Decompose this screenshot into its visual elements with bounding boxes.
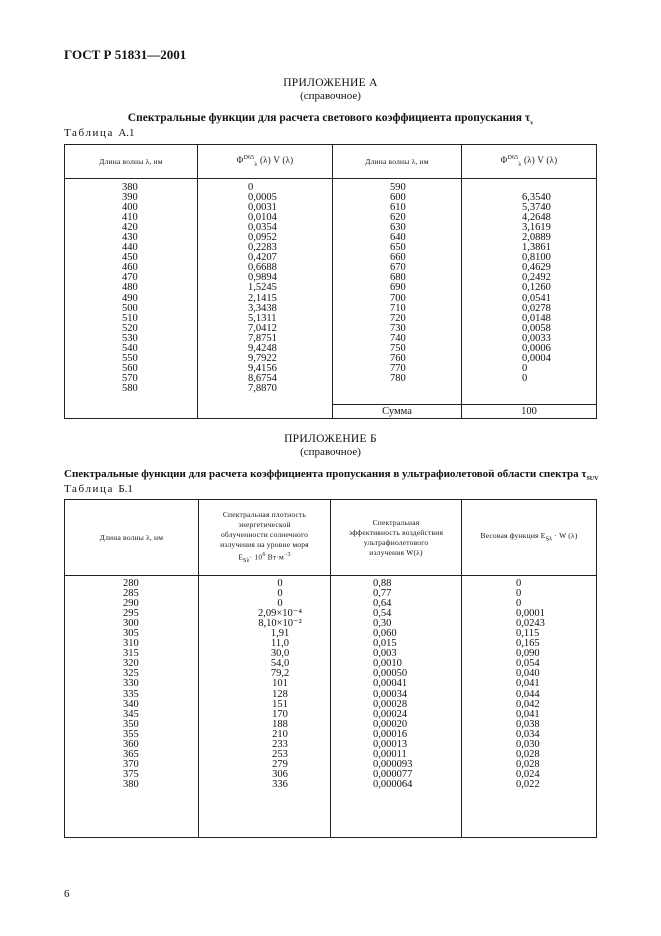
table-cell-wavelength: 375 (123, 768, 139, 780)
table-cell-irradiance: 253 (272, 748, 288, 760)
table-cell-value: 4,2648 (522, 212, 551, 224)
weight-sub: Sλ (545, 536, 553, 543)
table-cell-value: 1,3861 (522, 242, 551, 254)
table-cell-wavelength: 710 (390, 302, 406, 314)
table-cell-wavelength: 580 (122, 382, 138, 394)
irr-ten: · 10 (249, 552, 263, 561)
table-cell-efficiency: 0,060 (373, 628, 397, 640)
table-cell-wavelength: 720 (390, 312, 406, 324)
col-phi-left (198, 145, 333, 179)
table-cell-value: 0,0148 (522, 312, 551, 324)
table-cell-wavelength: 310 (123, 638, 139, 650)
col-efficiency (331, 500, 462, 576)
col-wavelength-right: Длина волны λ, нм (333, 145, 462, 179)
table-cell-value: 0,6688 (248, 262, 277, 274)
table-cell-value: 0,0952 (248, 232, 277, 244)
appendix-b-heading (64, 468, 598, 482)
table-cell-weight: 0 (516, 588, 522, 600)
irr-unit-sup: −3 (283, 551, 291, 558)
table-cell-wavelength: 530 (122, 332, 138, 344)
table-cell-value: 7,0412 (248, 322, 277, 334)
table-cell-value: 0,2492 (522, 272, 551, 284)
table-cell-weight: 0,165 (516, 638, 540, 650)
appendix-a-heading (0, 112, 661, 126)
table-cell-weight: 0,022 (516, 778, 540, 790)
table-cell-weight: 0,041 (516, 708, 540, 720)
table-cell-wavelength: 440 (122, 242, 138, 254)
col-weight (462, 500, 597, 576)
table-cell-wavelength: 600 (390, 192, 406, 204)
weight-a: Весовая функция E (480, 530, 546, 540)
table-cell-wavelength: 410 (122, 212, 138, 224)
table-cell-value: 0,0005 (248, 192, 277, 204)
phi-sub: λ (254, 161, 258, 168)
b1-weight (462, 576, 597, 838)
b1-irradiance (199, 576, 331, 838)
table-cell-wavelength: 480 (122, 282, 138, 294)
table-cell-wavelength: 510 (122, 312, 138, 324)
table-cell-value: 9,4156 (248, 362, 277, 374)
irr-line-4: излучения на уровне моря (220, 539, 309, 549)
table-cell-irradiance: 54,0 (270, 658, 290, 670)
caption-word: Таблица (64, 127, 114, 139)
table-cell-weight: 0 (516, 598, 522, 610)
table-cell-wavelength: 430 (122, 232, 138, 244)
irr-line-5 (199, 550, 330, 566)
table-cell-wavelength: 350 (123, 718, 139, 730)
table-cell-efficiency: 0,003 (373, 648, 397, 660)
table-cell-wavelength: 370 (123, 758, 139, 770)
heading-text: Спектральные функции для расчета коэффициента пропускания в ультрафиолетовой области спектра τ (64, 468, 587, 480)
table-cell-value: 0,0058 (522, 322, 551, 334)
table-cell-irradiance: 2,09×10⁻⁴ (258, 608, 302, 620)
table-cell-wavelength: 340 (123, 698, 139, 710)
table-cell-efficiency: 0,00024 (373, 708, 408, 720)
irr-ten-sup: 6 (262, 551, 266, 558)
table-cell-wavelength: 335 (123, 688, 139, 700)
table-cell-wavelength: 740 (390, 332, 406, 344)
table-cell-value: 7,8751 (248, 332, 277, 344)
irr-e: E (238, 552, 244, 561)
table-cell-wavelength: 500 (122, 302, 138, 314)
table-cell-irradiance: 128 (272, 688, 288, 700)
table-cell-value: 6,3540 (522, 192, 551, 204)
col-irradiance (199, 500, 331, 576)
irr-line-2: энергетической (238, 519, 291, 529)
caption-word: Таблица (64, 483, 114, 495)
table-cell-wavelength: 300 (123, 618, 139, 630)
table-cell-wavelength: 355 (123, 728, 139, 740)
table-b1-caption (64, 483, 133, 495)
table-cell-value: 0,0278 (522, 302, 551, 314)
table-cell-wavelength: 630 (390, 222, 406, 234)
table-a1-caption (64, 127, 135, 139)
table-cell-efficiency: 0,00050 (373, 668, 408, 680)
table-cell-efficiency: 0,000064 (373, 778, 413, 790)
table-cell-wavelength: 700 (390, 292, 406, 304)
table-cell-wavelength: 650 (390, 242, 406, 254)
phi-rest: (λ) V (λ) (257, 155, 294, 166)
table-cell-value: 0 (522, 372, 528, 384)
col-phi-right (462, 145, 597, 179)
table-cell-efficiency: 0,00011 (373, 748, 407, 760)
table-cell-weight: 0,028 (516, 748, 540, 760)
table-cell-value: 0,0004 (522, 352, 551, 364)
table-cell-wavelength: 380 (122, 182, 138, 193)
table-cell-wavelength: 760 (390, 352, 406, 364)
caption-number: А.1 (118, 127, 135, 139)
table-cell-irradiance: 188 (272, 718, 288, 730)
table-cell-wavelength: 320 (123, 658, 139, 670)
phi-symbol: Φ (236, 155, 244, 166)
appendix-a-subtitle: (справочное) (300, 90, 361, 102)
document-code: ГОСТ Р 51831—2001 (64, 47, 187, 62)
table-cell-irradiance: 0 (277, 588, 283, 600)
table-cell-wavelength: 390 (122, 192, 138, 204)
table-cell-wavelength: 450 (122, 252, 138, 264)
table-cell-irradiance: 336 (272, 778, 288, 790)
table-cell-wavelength: 670 (390, 262, 406, 274)
appendix-a-title: ПРИЛОЖЕНИЕ А (283, 77, 378, 89)
eff-line-1: Спектральная (372, 517, 420, 527)
table-cell-wavelength: 770 (390, 362, 406, 374)
table-cell-value: 5,1311 (248, 312, 277, 324)
table-cell-value: 0,4207 (248, 252, 277, 264)
table-cell-weight: 0,024 (516, 768, 540, 780)
table-cell-irradiance: 210 (272, 728, 288, 740)
table-cell-value: 0,0354 (248, 222, 277, 234)
table-cell-value: 2,0889 (522, 232, 551, 244)
appendix-b-title: ПРИЛОЖЕНИЕ Б (284, 433, 377, 445)
table-cell-wavelength: 550 (122, 352, 138, 364)
table-cell-wavelength: 750 (390, 342, 406, 354)
table-cell-wavelength: 380 (123, 778, 139, 790)
table-cell-wavelength: 640 (390, 232, 406, 244)
phi-sub: λ (518, 161, 522, 168)
table-b1 (64, 499, 597, 838)
heading-subscript: SUV (586, 476, 599, 483)
table-cell-value: 0,2283 (248, 242, 277, 254)
table-cell-irradiance: 1,91 (270, 628, 290, 640)
table-cell-weight: 0,115 (516, 628, 540, 640)
table-cell-efficiency: 0,00013 (373, 738, 408, 750)
table-cell-weight: 0,028 (516, 758, 540, 770)
table-cell-wavelength: 360 (123, 738, 139, 750)
table-cell-value: 7,8870 (248, 382, 277, 394)
appendix-b-subtitle: (справочное) (300, 446, 361, 458)
phi-sup: D65 (243, 155, 255, 162)
table-cell-weight: 0,034 (516, 728, 540, 740)
table-cell-wavelength: 520 (122, 322, 138, 334)
table-cell-efficiency: 0,88 (373, 578, 392, 589)
table-cell-irradiance: 170 (272, 708, 288, 720)
table-cell-value: 0,8100 (522, 252, 551, 264)
table-cell-efficiency: 0,00020 (373, 718, 408, 730)
table-cell-irradiance: 79,2 (270, 668, 290, 680)
table-cell-weight: 0,090 (516, 648, 540, 660)
weight-b: · W (λ) (552, 530, 578, 540)
table-cell-weight: 0,038 (516, 718, 540, 730)
sum-value: 100 (521, 406, 537, 417)
table-cell-value: 0,4629 (522, 262, 551, 274)
table-cell-efficiency: 0,54 (373, 608, 392, 620)
table-cell-wavelength: 280 (123, 578, 139, 589)
table-cell-efficiency: 0,00028 (373, 698, 408, 710)
table-cell-weight: 0,044 (516, 688, 540, 700)
table-cell-irradiance: 8,10×10⁻² (258, 618, 302, 630)
table-cell-wavelength: 690 (390, 282, 406, 294)
caption-number: Б.1 (118, 483, 133, 495)
irr-unit: Вт·м (265, 552, 284, 561)
table-cell-wavelength: 570 (122, 372, 138, 384)
table-cell-weight: 0,041 (516, 678, 540, 690)
table-cell-value: 9,4248 (248, 342, 277, 354)
table-cell-value: 0 (522, 362, 528, 374)
table-cell-wavelength: 295 (123, 608, 139, 620)
a1-left-values (198, 179, 333, 419)
table-cell-value: 2,1415 (248, 292, 277, 304)
table-cell-value: 9,7922 (248, 352, 277, 364)
table-cell-wavelength: 660 (390, 252, 406, 264)
eff-line-3: ультрафиолетового (363, 537, 429, 547)
table-cell-irradiance: 279 (272, 758, 288, 770)
a1-right-wavelengths (333, 179, 462, 405)
heading-subscript: v (530, 120, 534, 127)
table-cell-weight: 0,042 (516, 698, 540, 710)
table-cell-value: 0,0006 (522, 342, 551, 354)
phi-sup: D65 (507, 155, 519, 162)
table-cell-efficiency: 0,30 (373, 618, 392, 630)
table-cell-efficiency: 0,64 (373, 598, 392, 610)
table-cell-irradiance: 151 (272, 698, 288, 710)
table-cell-wavelength: 325 (123, 668, 139, 680)
b1-efficiency (331, 576, 462, 838)
table-cell-efficiency: 0,00016 (373, 728, 408, 740)
irr-line-3: облученности солнечного (220, 529, 309, 539)
table-cell-value: 3,3438 (248, 302, 277, 314)
table-cell-wavelength: 290 (123, 598, 139, 610)
table-cell-irradiance: 306 (272, 768, 288, 780)
table-cell-value: 0,0104 (248, 212, 277, 224)
irr-line-1: Спектральная плотность (222, 509, 307, 519)
table-a1 (64, 144, 597, 419)
table-cell-wavelength: 730 (390, 322, 406, 334)
table-cell-wavelength: 780 (390, 372, 406, 384)
phi-symbol: Φ (500, 155, 508, 166)
table-cell-value: 1,5245 (248, 282, 277, 294)
table-cell-efficiency: 0,00041 (373, 678, 408, 690)
table-cell-wavelength: 305 (123, 628, 139, 640)
col-wavelength: Длина волны λ, нм (65, 500, 199, 576)
table-cell-wavelength: 345 (123, 708, 139, 720)
table-cell-irradiance: 101 (272, 678, 288, 690)
table-cell-efficiency: 0,00034 (373, 688, 408, 700)
table-cell-value: 0 (248, 182, 254, 193)
table-cell-irradiance: 233 (272, 738, 288, 750)
table-cell-wavelength: 285 (123, 588, 139, 600)
eff-line-4: излучения W(λ) (369, 547, 423, 557)
heading-text: Спектральные функции для расчета светового коэффициента пропускания τ (127, 112, 531, 124)
table-cell-wavelength: 315 (123, 648, 139, 660)
table-cell-efficiency: 0,77 (373, 588, 392, 600)
b1-wavelengths (65, 576, 199, 838)
table-cell-wavelength: 490 (122, 292, 138, 304)
table-cell-irradiance: 0 (277, 598, 283, 610)
table-cell-value: 0,1260 (522, 282, 551, 294)
table-cell-wavelength: 470 (122, 272, 138, 284)
table-cell-value: 0,0031 (248, 202, 277, 214)
table-cell-value: 0,0033 (522, 332, 551, 344)
sum-label: Сумма (333, 405, 462, 419)
a1-right-values (462, 179, 597, 405)
table-cell-value: 5,3740 (522, 202, 551, 214)
table-cell-efficiency: 0,015 (373, 638, 397, 650)
table-cell-value: 8,6754 (248, 372, 277, 384)
table-cell-weight: 0,054 (516, 658, 540, 670)
table-cell-irradiance: 0 (277, 578, 283, 589)
table-cell-wavelength: 590 (390, 182, 406, 193)
table-cell-wavelength: 420 (122, 222, 138, 234)
table-cell-value: 0,9894 (248, 272, 277, 284)
table-cell-wavelength: 610 (390, 202, 406, 214)
eff-line-2: эффективность воздействия (348, 527, 444, 537)
col-wavelength-left: Длина волны λ, нм (65, 145, 198, 179)
table-cell-efficiency: 0,000077 (373, 768, 413, 780)
table-cell-irradiance: 30,0 (270, 648, 290, 660)
table-cell-wavelength: 540 (122, 342, 138, 354)
table-cell-weight: 0,040 (516, 668, 540, 680)
table-cell-wavelength: 330 (123, 678, 139, 690)
table-cell-value: 3,1619 (522, 222, 551, 234)
table-cell-weight: 0,030 (516, 738, 540, 750)
table-cell-wavelength: 560 (122, 362, 138, 374)
table-cell-wavelength: 620 (390, 212, 406, 224)
a1-left-wavelengths (65, 179, 198, 419)
table-cell-weight: 0,0001 (516, 608, 545, 620)
phi-rest: (λ) V (λ) (521, 155, 558, 166)
page-number: 6 (64, 888, 70, 900)
table-cell-weight: 0,0243 (516, 618, 545, 630)
table-cell-efficiency: 0,0010 (373, 658, 402, 670)
irr-e-sub: Sλ (243, 557, 250, 564)
table-cell-wavelength: 680 (390, 272, 406, 284)
table-cell-weight: 0 (516, 578, 522, 589)
table-cell-wavelength: 400 (122, 202, 138, 214)
table-cell-value: 0,0541 (522, 292, 551, 304)
table-cell-wavelength: 460 (122, 262, 138, 274)
table-cell-efficiency: 0,000093 (373, 758, 413, 770)
table-cell-irradiance: 11,0 (271, 638, 289, 650)
table-cell-wavelength: 365 (123, 748, 139, 760)
